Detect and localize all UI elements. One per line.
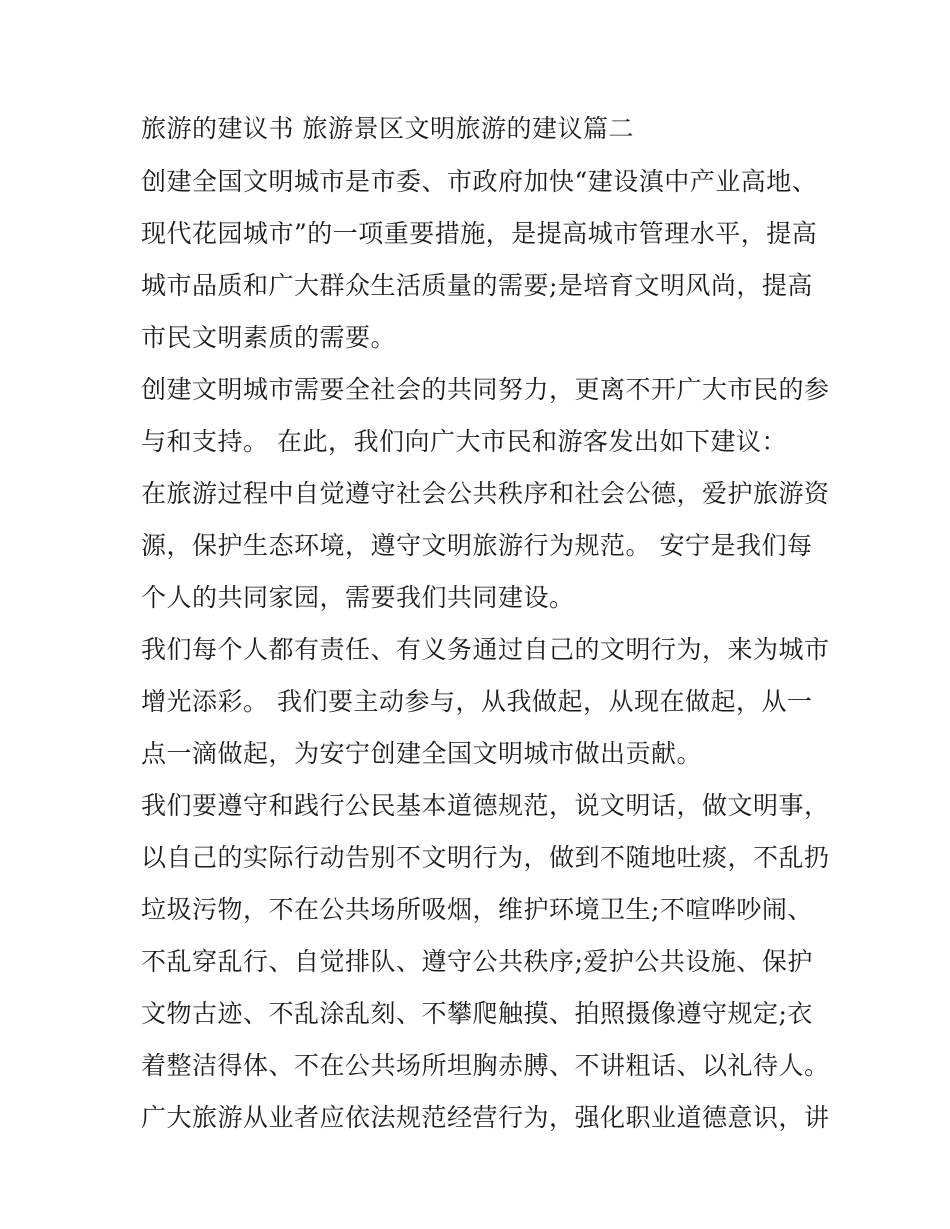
text-line: 点一滴做起，为安宁创建全国文明城市做出贡献。: [141, 739, 703, 768]
text-line: 我们要遵守和践行公民基本道德规范，说文明话，做文明事，: [141, 791, 830, 820]
text-line: 广大旅游从业者应依法规范经营行为，强化职业道德意识，讲: [141, 1103, 830, 1132]
text-line: 不乱穿乱行、自觉排队、遵守公共秩序;爱护公共设施、保护: [141, 947, 813, 976]
text-line: 文物古迹、不乱涂乱刻、不攀爬触摸、拍照摄像遵守规定;衣: [141, 999, 813, 1028]
text-line: 增光添彩。 我们要主动参与，从我做起，从现在做起，从一: [141, 687, 813, 716]
text-line: 以自己的实际行动告别不文明行为，做到不随地吐痰，不乱扔: [141, 843, 830, 872]
text-line: 个人的共同家园，需要我们共同建设。: [141, 583, 575, 612]
text-line: 创建全国文明城市是市委、市政府加快“建设滇中产业高地、: [141, 167, 818, 196]
text-line: 创建文明城市需要全社会的共同努力，更离不开广大市民的参: [141, 375, 830, 404]
text-line: 城市品质和广大群众生活质量的需要;是培育文明风尚，提高: [141, 271, 813, 300]
text-line: 现代花园城市”的一项重要措施，是提高城市管理水平，提高: [141, 219, 818, 248]
document-title: 旅游的建议书 旅游景区文明旅游的建议篇二: [141, 114, 634, 143]
text-line: 着整洁得体、不在公共场所坦胸赤膊、不讲粗话、以礼待人。: [141, 1051, 830, 1080]
text-line: 市民文明素质的需要。: [141, 323, 397, 352]
text-line: 在旅游过程中自觉遵守社会公共秩序和社会公德，爱护旅游资: [141, 479, 830, 508]
text-line: 我们每个人都有责任、有义务通过自己的文明行为，来为城市: [141, 635, 830, 664]
text-line: 垃圾污物，不在公共场所吸烟，维护环境卫生;不喧哗吵闹、: [141, 895, 813, 924]
text-line: 源，保护生态环境，遵守文明旅游行为规范。 安宁是我们每: [141, 531, 813, 560]
text-line: 与和支持。 在此，我们向广大市民和游客发出如下建议：: [141, 427, 787, 456]
